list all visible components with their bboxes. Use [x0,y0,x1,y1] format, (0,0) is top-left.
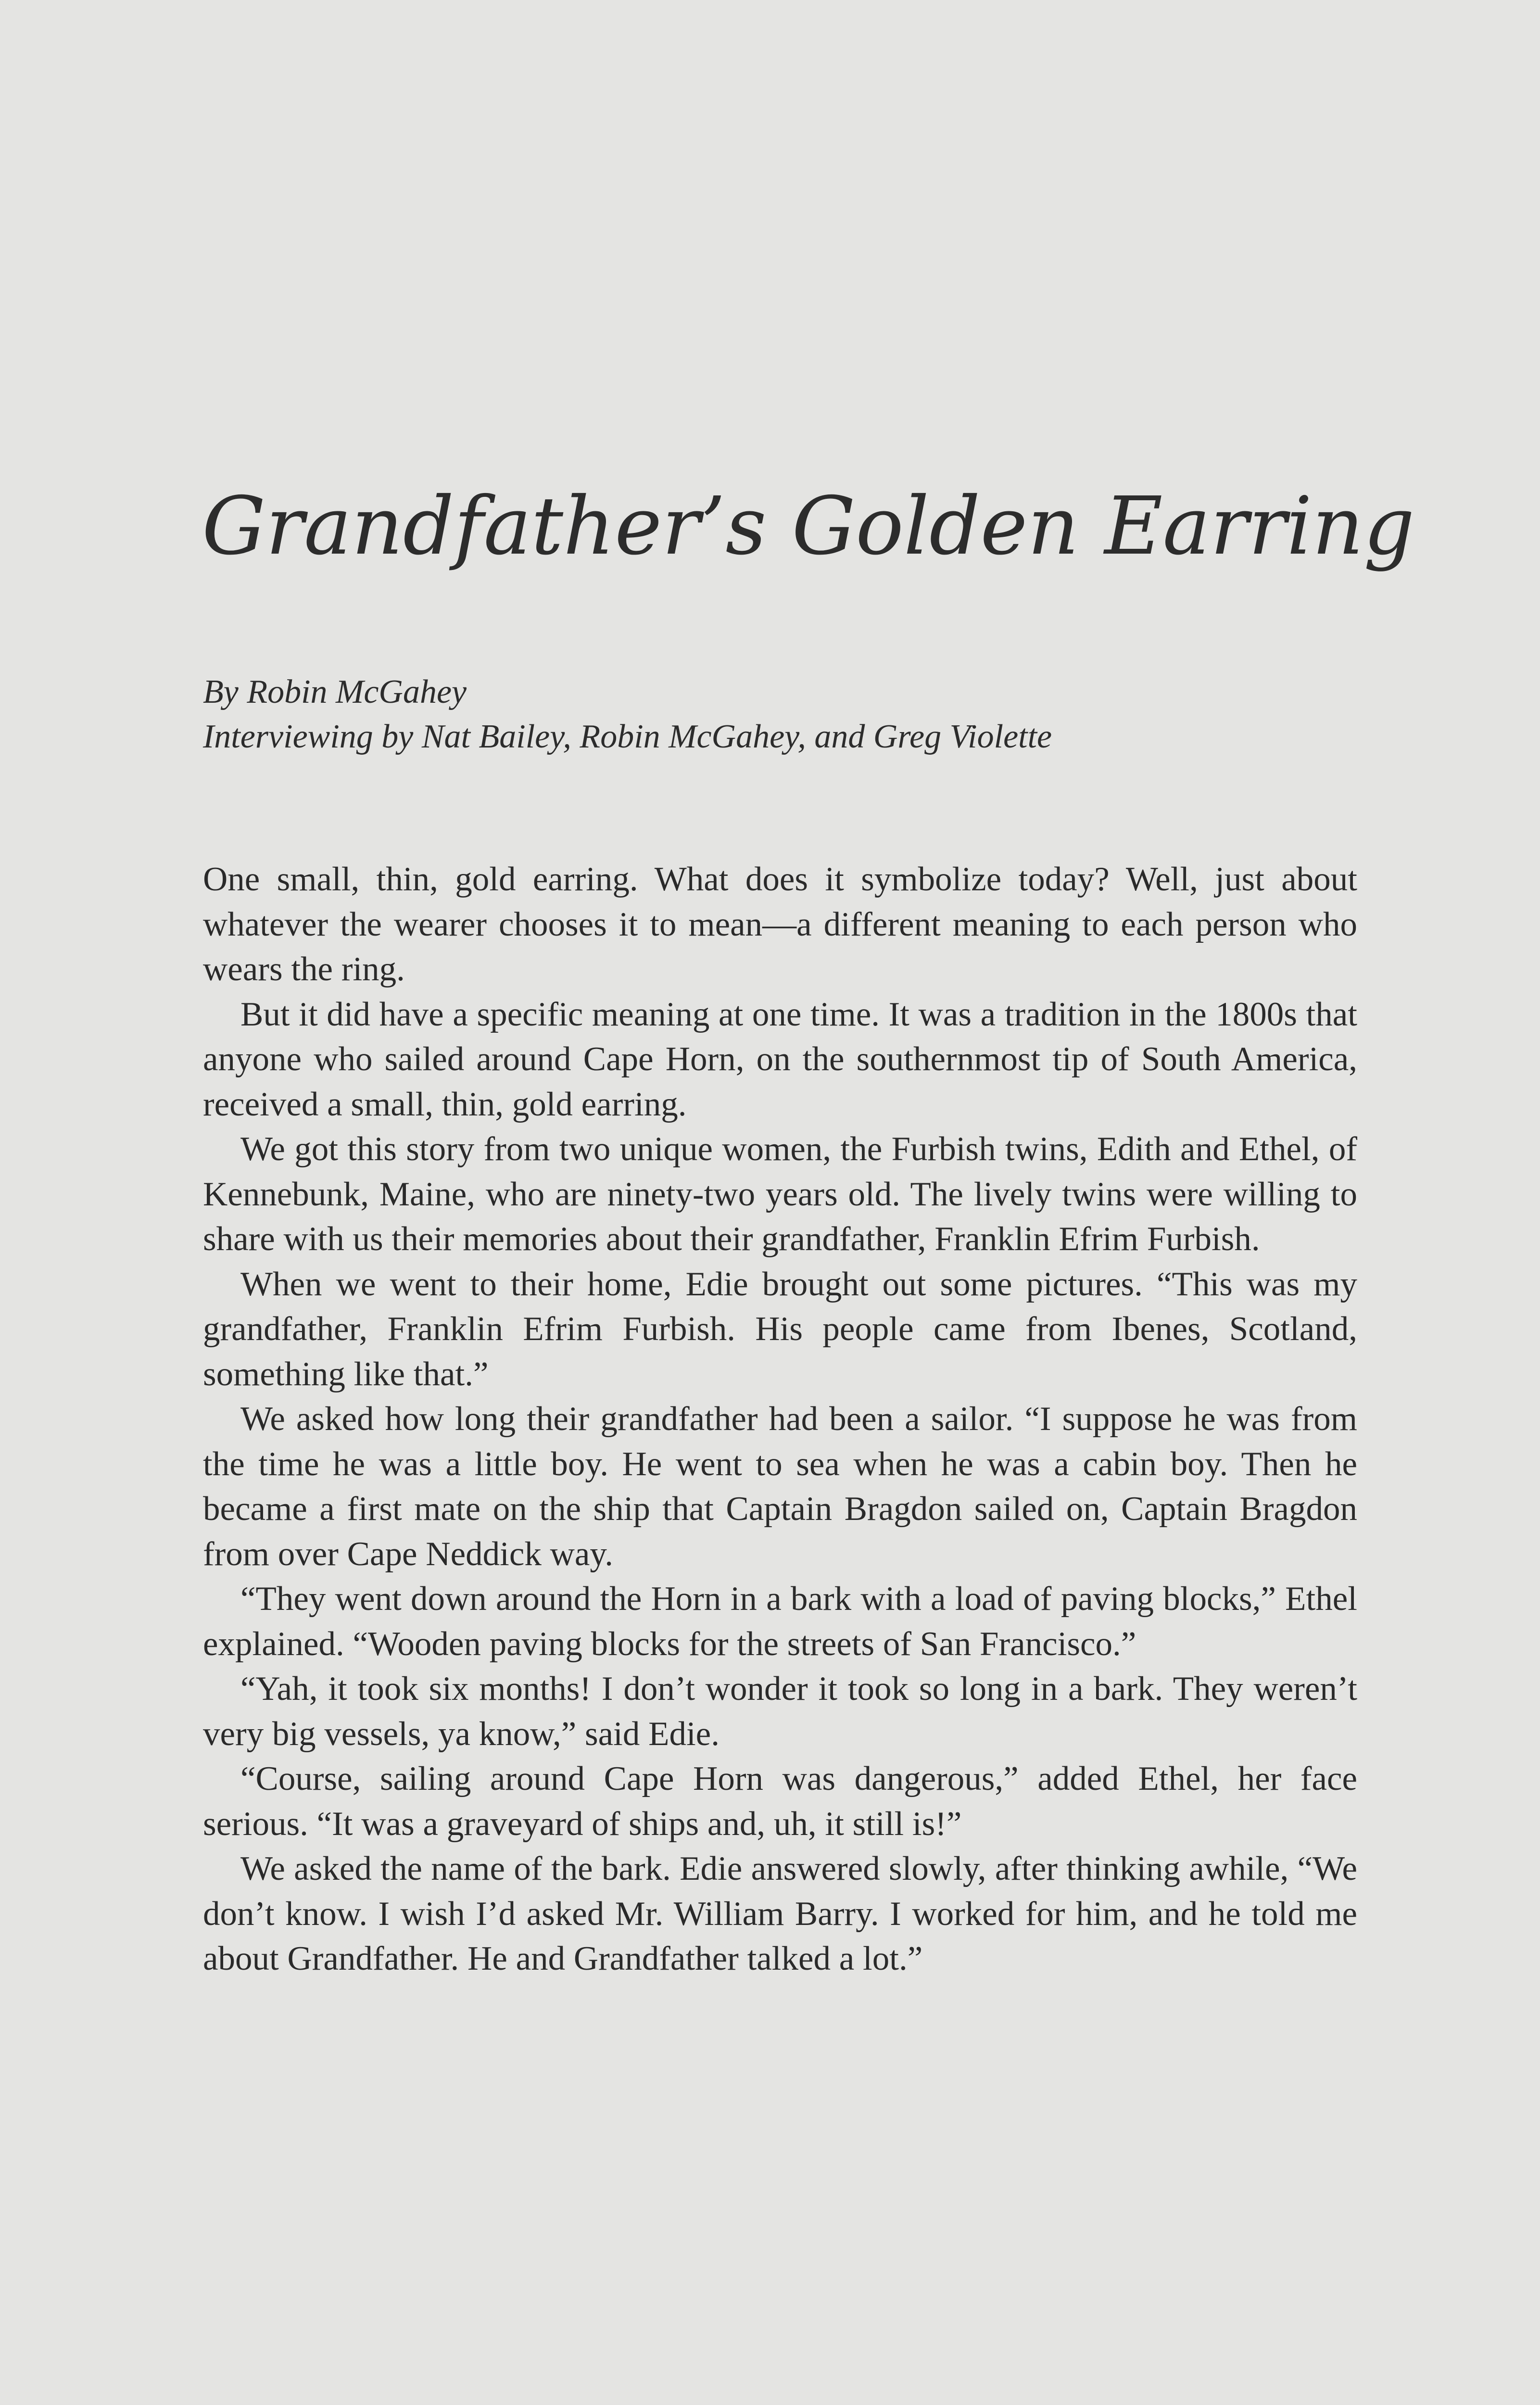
paragraph: “They went down around the Horn in a bark with a load of paving blocks,” Ethel explained. “Wooden paving blocks for the streets of San Francisco.” [203,1580,1357,1663]
paragraph: “Course, sailing around Cape Horn was dangerous,” added Ethel, her face serious. “It was a graveyard of ships and, uh, it still is!” [203,1760,1357,1843]
paragraph: When we went to their home, Edie brought out some pictures. “This was my grandfather, Franklin Efrim Furbish. His people came from Ibenes, Scotland, something like that.” [203,1265,1357,1393]
article-title: Grandfather’s Golden Earring [202,480,1415,573]
byline [203,670,1367,759]
paragraph: We asked the name of the bark. Edie answered slowly, after thinking awhile, “We don’t know. I wish I’d asked Mr. William Barry. I worked for him, and he told me about Grandfather. He and Grandfather talked a lot.” [203,1850,1357,1977]
paragraph: One small, thin, gold earring. What does it symbolize today? Well, just about whatever the wearer chooses it to mean—a different meaning to each person who wears the ring. [203,861,1357,988]
author-line: By Robin McGahey [203,673,467,710]
paragraph: We got this story from two unique women, the Furbish twins, Edith and Ethel, of Kennebunk, Maine, who are ninety-two years old. The lively twins were willing to share with us their memories about their grandfather, Franklin Efrim Furbish. [203,1130,1357,1258]
article-body [203,857,1357,1982]
paragraph: But it did have a specific meaning at one time. It was a tradition in the 1800s that anyone who sailed around Cape Horn, on the southernmost tip of South America, received a small, thin, gold earring. [203,995,1357,1123]
paragraph: We asked how long their grandfather had been a sailor. “I suppose he was from the time he was a little boy. He went to sea when he was a cabin boy. Then he became a first mate on the ship that Captain Bragdon sailed on, Captain Bragdon from over Cape Neddick way. [203,1400,1357,1573]
paragraph: “Yah, it took six months! I don’t wonder it took so long in a bark. They weren’t very big vessels, ya know,” said Edie. [203,1670,1357,1753]
interviewers-line: Interviewing by Nat Bailey, Robin McGahey, and Greg Violette [203,718,1052,755]
